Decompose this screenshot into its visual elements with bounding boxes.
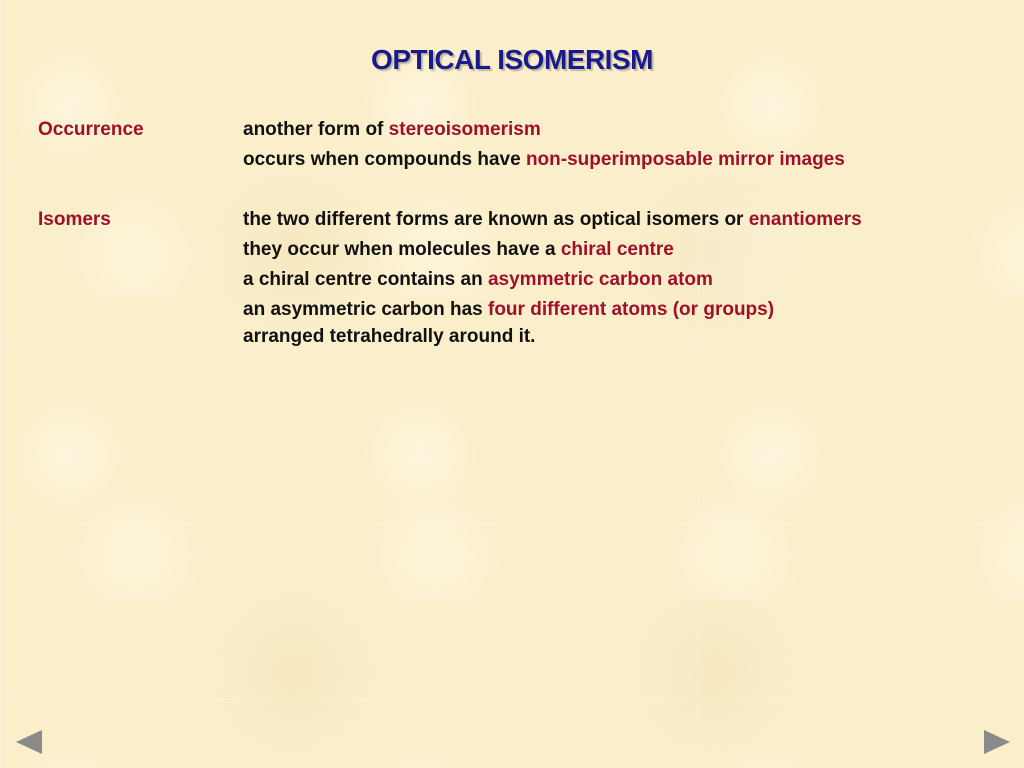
occurrence-definition-1-highlight: stereoisomerism [388,119,541,140]
isomers-definition-3-highlight: asymmetric carbon atom [487,269,713,290]
occurrence-definition-2-text: occurs when compounds have [243,149,526,170]
page-title: OPTICAL ISOMERISM [371,44,653,75]
isomers-definition-3 [243,269,713,291]
occurrence-definition-1 [243,119,541,141]
isomers-definition-2 [243,239,674,261]
isomers-definition-4 [243,299,774,321]
triangle-left-icon[interactable] [16,730,42,754]
isomers-definition-4-text: an asymmetric carbon has [243,299,488,320]
isomers-definition-1-highlight: enantiomers [748,209,862,230]
isomers-definition-3-text: a chiral centre contains an [243,269,488,290]
occurrence-definition-2 [243,149,845,171]
isomers-definition-5: arranged tetrahedrally around it. [243,326,536,347]
occurrence-definition-2-highlight: non-superimposable mirror images [525,149,845,170]
isomers-definition-2-highlight: chiral centre [560,239,674,260]
isomers-definition-2-text: they occur when molecules have a [243,239,561,260]
triangle-right-icon[interactable] [984,730,1010,754]
isomers-definition-4-highlight: four different atoms (or groups) [488,299,775,320]
isomers-definition-1-text: the two different forms are known as optical isomers or [243,209,749,230]
occurrence-definition-1-text: another form of [243,119,389,140]
occurrence-term: Occurrence [38,119,144,140]
isomers-term: Isomers [38,209,111,230]
isomers-definition-1 [243,209,862,231]
